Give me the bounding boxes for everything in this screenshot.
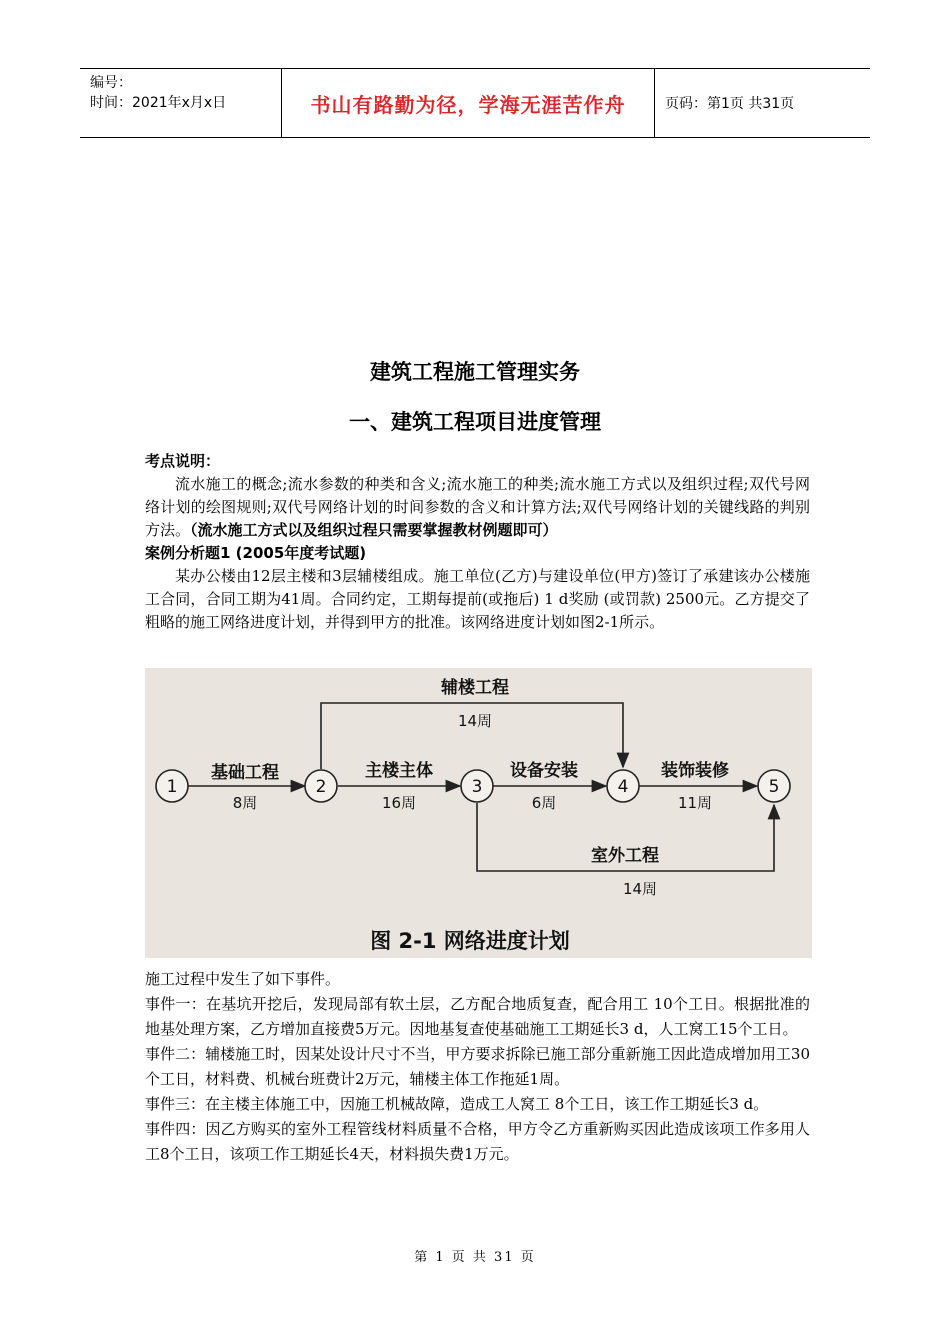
event-4: 事件四：因乙方购买的室外工程管线材料质量不合格，甲方令乙方重新购买因此造成该项工作多用人工8个工日，该项工作工期延长4天，材料损失费1万元。: [145, 1120, 810, 1163]
header-page-cell: [655, 69, 870, 137]
time-label: 时间：2021年x月x日: [90, 95, 227, 111]
node-1-label: 1: [166, 777, 178, 797]
duration-annex: 14周: [457, 712, 493, 730]
exam-points-heading: 考点说明：: [145, 452, 221, 470]
duration-equipment: 6周: [531, 794, 557, 812]
header-motto-cell: [282, 69, 655, 137]
duration-foundation: 8周: [232, 794, 258, 812]
duration-outdoor: 14周: [622, 880, 658, 898]
motto: 书山有路勤为径，学海无涯苦作舟: [310, 92, 626, 117]
activity-annex: 辅楼工程: [441, 678, 509, 698]
activity-main-structure: 主楼主体: [365, 761, 433, 781]
case-body: 某办公楼由12层主楼和3层辅楼组成。施工单位(乙方)与建设单位(甲方)签订了承建该办公楼施工合同，合同工期为41周。合同约定，工期每提前(或拖后) 1 d奖励 (或罚款) 2500元。乙方提交了粗略的施工网络进度计划，并得到甲方的批准。该网络进度计划如图2-1所示。: [145, 567, 810, 631]
page-header: [80, 68, 870, 138]
exam-points-body: [145, 473, 810, 542]
activity-foundation: 基础工程: [211, 763, 279, 783]
section-title: 一、建筑工程项目进度管理: [349, 410, 601, 434]
case-heading: 案例分析题1 (2005年度考试题): [145, 544, 367, 562]
event-2: 事件二：辅楼施工时，因某处设计尺寸不当，甲方要求拆除已施工部分重新施工因此造成增加用工30个工日，材料费、机械台班费计2万元，辅楼主体工作拖延1周。: [145, 1045, 810, 1088]
event-1: 事件一：在基坑开挖后，发现局部有软土层，乙方配合地质复查，配合用工 10个工日。根据批准的地基处理方案，乙方增加直接费5万元。因地基复查使基础施工工期延长3 d，人工窝工15个工日。: [145, 995, 810, 1038]
document-title: 建筑工程施工管理实务: [370, 360, 580, 384]
activity-equipment: 设备安装: [510, 761, 578, 781]
activity-outdoor: 室外工程: [591, 846, 659, 866]
activity-decoration: 装饰装修: [661, 761, 729, 781]
node-5-label: 5: [768, 777, 780, 797]
events-intro: 施工过程中发生了如下事件。: [145, 970, 341, 988]
number-label: 编号：: [90, 75, 132, 91]
exam-points-text: 流水施工的概念;流水参数的种类和含义;流水施工的种类;流水施工方式以及组织过程;双代号网络计划的绘图规则;双代号网络计划的时间参数的含义和计算方法;双代号网络计划的关键线路的判别方法。: [145, 475, 810, 539]
exam-points-note: （流水施工方式以及组织过程只需要掌握教材例题即可）: [190, 521, 558, 539]
page-footer: 第 1 页 共 31 页: [414, 1250, 536, 1265]
page-label: 页码：第1页 共31页: [665, 96, 795, 112]
node-3-label: 3: [471, 777, 483, 797]
diagram-caption: 图 2-1 网络进度计划: [370, 929, 570, 953]
events-section: [145, 967, 810, 1167]
node-4-label: 4: [617, 777, 629, 797]
duration-decoration: 11周: [677, 794, 713, 812]
duration-main-structure: 16周: [381, 794, 417, 812]
intro-content: [145, 450, 810, 634]
header-left-cell: [80, 69, 282, 137]
network-diagram: [145, 668, 812, 958]
event-3: 事件三：在主楼主体施工中，因施工机械故障，造成工人窝工 8个工日，该工作工期延长3 d。: [145, 1095, 769, 1113]
node-2-label: 2: [315, 777, 327, 797]
network-diagram-svg: [145, 668, 812, 958]
